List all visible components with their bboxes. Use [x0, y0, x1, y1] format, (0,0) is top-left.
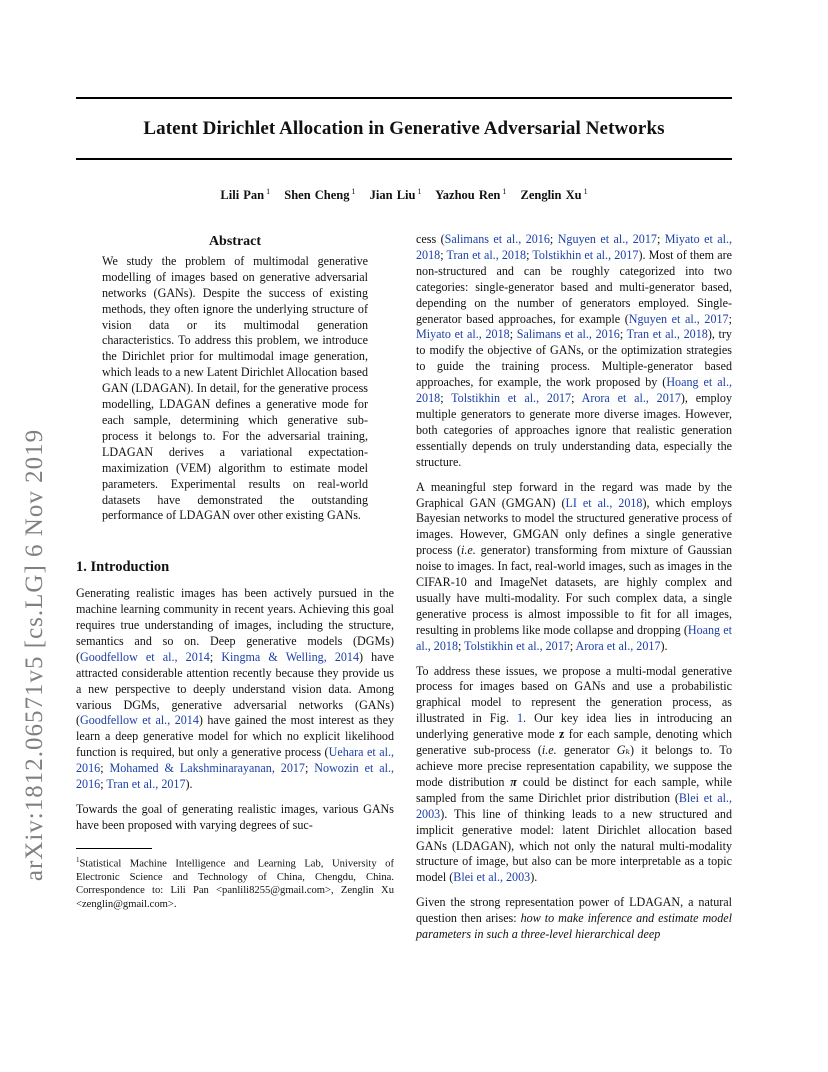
abstract-text: We study the problem of multimodal generative modelling of images based on generative adversarial networks (GANs). Despite the success of existing methods, they often ignore the underlying structure of vision data or its multimodal generation characteristics. To address this problem, we introduce the Dirichlet prior for multimodal image generation, which leads to a new Latent Dirichlet Allocation based GAN (LDAGAN). In detail, for the generative process modelling, LDAGAN defines a generative mode for each sample, determining which generative sub-process it belongs to. For the adversarial training, LDAGAN derives a variational expectation-maximization (VEM) algorithm to estimate model parameters. Experimental results on real-world datasets have demonstrated the outstanding performance of LDAGAN over other existing GANs. [102, 253, 368, 523]
math-symbol-pi: π [510, 774, 517, 789]
title-rule-bottom [76, 158, 732, 160]
citation-link[interactable]: Mohamed & Lakshminarayanan, 2017 [109, 761, 305, 776]
citation-link[interactable]: Arora et al., 2017 [575, 638, 661, 653]
intro-paragraph-2: Towards the goal of generating realistic images, various GANs have been proposed with varying degrees of suc- [76, 802, 394, 832]
citation-link[interactable]: Miyato et al., 2018 [416, 327, 510, 342]
author: Shen Cheng $^1$ [284, 187, 356, 203]
footnote-rule [76, 848, 152, 849]
citation-link[interactable]: Uehara et al., 2016 [76, 745, 394, 776]
title-rule-top [76, 97, 732, 99]
citation-link[interactable]: Hoang et al., 2018 [416, 375, 732, 406]
author: Jian Liu $^1$ [369, 187, 422, 203]
math-symbol-z: z [558, 727, 565, 742]
citation-link[interactable]: Nguyen et al., 2017 [628, 311, 729, 326]
author-list [76, 187, 732, 203]
citation-link[interactable]: Tran et al., 2018 [446, 247, 527, 262]
author: Zenglin Xu $^1$ [520, 187, 588, 203]
citation-link[interactable]: Nowozin et al., 2016 [76, 761, 395, 792]
citation-link[interactable]: Blei et al., 2003 [416, 790, 732, 821]
citation-link[interactable]: Kingma & Welling, 2014 [221, 649, 360, 664]
section-heading-introduction: 1. Introduction [76, 559, 170, 576]
right-column [416, 232, 732, 952]
intro-paragraph-5: Given the strong representation power of LDAGAN, a natural question then arises: how to make inference and estimate model parameters in such a three-level hierarchical deep [416, 895, 732, 942]
citation-link[interactable]: LI et al., 2018 [565, 495, 643, 510]
abstract-heading: Abstract [208, 234, 262, 249]
citation-link[interactable]: Miyato et al., 2018 [416, 232, 732, 262]
citation-link[interactable]: Tolstikhin et al., 2017 [532, 247, 639, 262]
citation-link[interactable]: Hoang et al., 2018 [416, 622, 732, 653]
math-symbol-gk: Gₖ [616, 743, 630, 758]
intro-paragraph-2-continued: cess (Salimans et al., 2016; Nguyen et al., 2017; Miyato et al., 2018; Tran et al., 2018; Tolstikhin et al., 2017). Most of them are non-structured and can be roughly categorized into two categories: single-generator based and multi-generator based, depending on the number of generators employed. Single-generator based approaches, for example (Nguyen et al., 2017; Miyato et al., 2018; Salimans et al., 2016; Tran et al., 2018), try to modify the objective of GANs, or the optimization strategies to guide the training process. Multiple-generator based approaches, for example, the work proposed by (Hoang et al., 2018; Tolstikhin et al., 2017; Arora et al., 2017), employ multiple generators to generate more diverse images. However, both categories of approaches ignore that realistic generation essentially depends on truly understanding data, especially the structure. [416, 232, 733, 469]
citation-link[interactable]: Salimans et al., 2016 [444, 232, 550, 246]
citation-link[interactable]: Tran et al., 2017 [106, 777, 186, 792]
intro-paragraph-3: A meaningful step forward in the regard was made by the Graphical GAN (GMGAN) (LI et al., 2018), which employs Bayesian networks to model the structured generative process of images. However, GMGAN only defines a single generative process (i.e. generator) transforming from mixture of Gaussian noise to images. In fact, real-world images, such as images in the CIFAR-10 and ImageNet datasets, are highly complex and usually have multi-modality. For such complex data, a single generative process is almost impossible to fit for all images, resulting in problems like mode collapse and dropping (Hoang et al., 2018; Tolstikhin et al., 2017; Arora et al., 2017). [416, 479, 732, 653]
affiliation-footnote: $^1$Statistical Machine Intelligence and Learning Lab, University of Electronic Science and Technology of China, Chengdu, China. Correspondence to: Lili Pan <panlili8255@gmail.com>, Zenglin Xu <zenglin@gmail.com>. [76, 855, 394, 910]
author: Yazhou Ren $^1$ [435, 187, 507, 203]
intro-paragraph-4: To address these issues, we propose a multi-modal generative process for images based on GANs and use a probabilistic graphical model to represent the generation process, as illustrated in Fig. 1. Our key idea lies in introducing an underlying generative mode z for each sample, denoting which generative sub-process (i.e. generator Gₖ) it belongs to. To achieve more precise representation capability, we suppose the mode distribution π could be distinct for each sample, while sampled from the same Dirichlet prior distribution (Blei et al., 2003). This line of thinking leads to a new structured and implicit generative model: latent Dirichlet allocation based GANs (LDAGAN), which not only the natural multi-modality structure of image, but also can be more interpretable as a topic model (Blei et al., 2003). [416, 663, 732, 885]
paper-title: Latent Dirichlet Allocation in Generative Adversarial Networks [143, 118, 665, 139]
arxiv-stamp-text: arXiv:1812.06571v5 [cs.LG] 6 Nov 2019 [21, 428, 48, 882]
citation-link[interactable]: Tran et al., 2018 [626, 327, 708, 342]
citation-link[interactable]: Salimans et al., 2016 [516, 327, 620, 342]
intro-paragraph-1: Generating realistic images has been actively pursued in the machine learning community in recent years. Achieving this goal requires true understanding of images, including the structure, semantics and so on. Deep generative models (DGMs) (Goodfellow et al., 2014; Kingma & Welling, 2014) have attracted considerable attention recently because they provide us a new perspective to deeply understand vision data. Among various DGMs, generative adversarial networks (GANs) (Goodfellow et al., 2014) have gained the most interest as they learn a deep generative model for which no explicit likelihood function is required, but only a generative process (Uehara et al., 2016; Mohamed & Lakshminarayanan, 2017; Nowozin et al., 2016; Tran et al., 2017). [76, 586, 395, 792]
citation-link[interactable]: Tolstikhin et al., 2017 [464, 638, 570, 653]
author: Lili Pan $^1$ [220, 187, 271, 203]
citation-link[interactable]: Tolstikhin et al., 2017 [451, 391, 572, 406]
figure-link[interactable]: 1 [517, 711, 524, 726]
citation-link[interactable]: Blei et al., 2003 [453, 870, 531, 885]
left-column [76, 232, 394, 911]
citation-link[interactable]: Goodfellow et al., 2014 [80, 649, 210, 664]
citation-link[interactable]: Arora et al., 2017 [581, 391, 681, 406]
citation-link[interactable]: Nguyen et al., 2017 [557, 232, 657, 246]
citation-link[interactable]: Goodfellow et al., 2014 [80, 713, 199, 728]
